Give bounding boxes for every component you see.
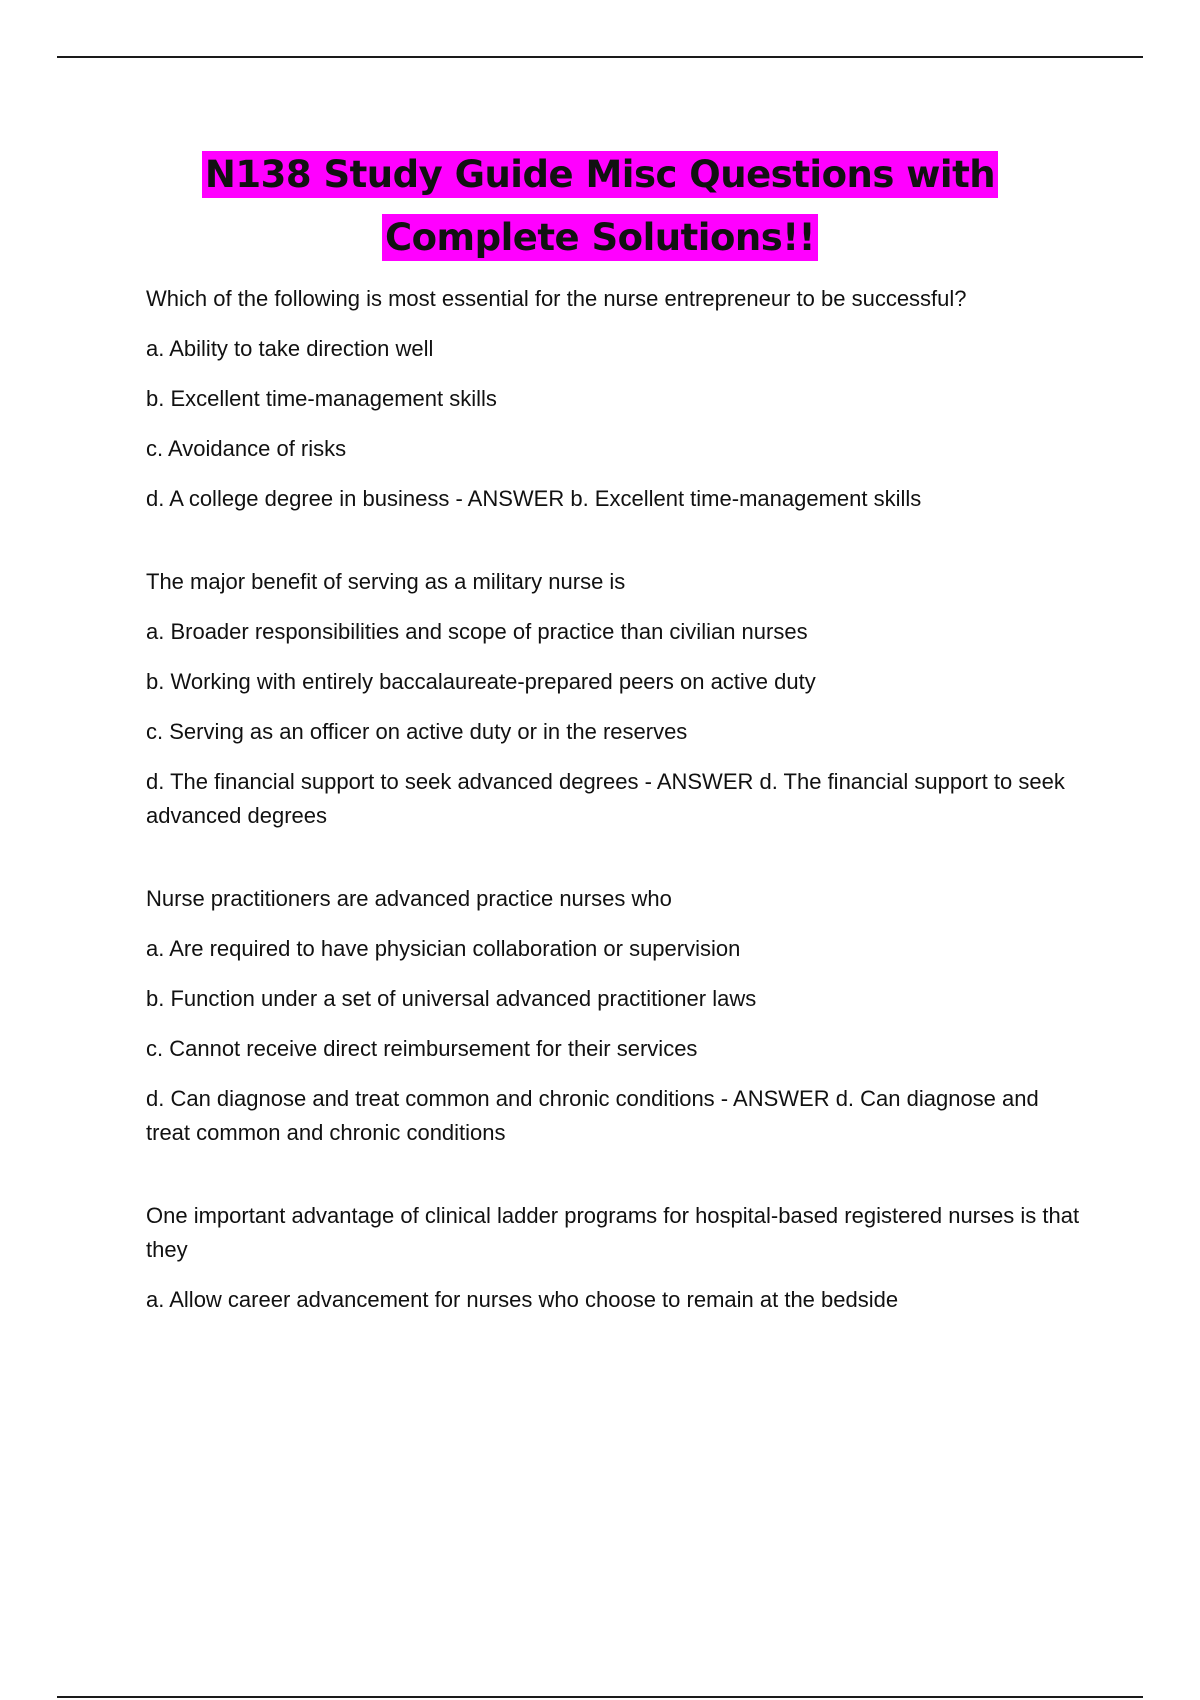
- answer-option: b. Working with entirely baccalaureate-prepared peers on active duty: [146, 669, 816, 694]
- document-title: [60, 143, 1140, 269]
- answer-option: c. Cannot receive direct reimbursement for their services: [146, 1036, 698, 1061]
- question-block-4: [146, 1199, 1086, 1317]
- answer-option: c. Avoidance of risks: [146, 436, 347, 461]
- title-line-2: Complete Solutions!!: [382, 214, 818, 261]
- question-text: The major benefit of serving as a military nurse is: [146, 569, 626, 594]
- answer-option: d. A college degree in business - ANSWER b. Excellent time-management skills: [146, 486, 922, 511]
- title-line-1: N138 Study Guide Misc Questions with: [202, 151, 998, 198]
- answer-option: a. Ability to take direction well: [146, 336, 434, 361]
- answer-option: b. Function under a set of universal advanced practitioner laws: [146, 986, 757, 1011]
- answer-option: a. Are required to have physician collaboration or supervision: [146, 936, 741, 961]
- answer-option: b. Excellent time-management skills: [146, 386, 497, 411]
- answer-option: d. Can diagnose and treat common and chronic conditions - ANSWER d. Can diagnose and treat common and chronic conditions: [146, 1086, 1039, 1145]
- bottom-rule: [57, 1696, 1143, 1698]
- question-text: One important advantage of clinical ladder programs for hospital-based registered nurses is that they: [146, 1203, 1080, 1262]
- answer-option: d. The financial support to seek advanced degrees - ANSWER d. The financial support to seek advanced degrees: [146, 769, 1065, 828]
- answer-option: c. Serving as an officer on active duty or in the reserves: [146, 719, 688, 744]
- top-rule: [57, 56, 1143, 58]
- question-text: Nurse practitioners are advanced practice nurses who: [146, 886, 672, 911]
- answer-option: a. Allow career advancement for nurses who choose to remain at the bedside: [146, 1287, 899, 1312]
- question-block-2: [146, 565, 1086, 833]
- question-text: Which of the following is most essential for the nurse entrepreneur to be successful?: [146, 286, 967, 311]
- question-block-1: [146, 282, 1086, 516]
- answer-option: a. Broader responsibilities and scope of practice than civilian nurses: [146, 619, 808, 644]
- question-block-3: [146, 882, 1086, 1150]
- question-list: [146, 282, 1086, 1366]
